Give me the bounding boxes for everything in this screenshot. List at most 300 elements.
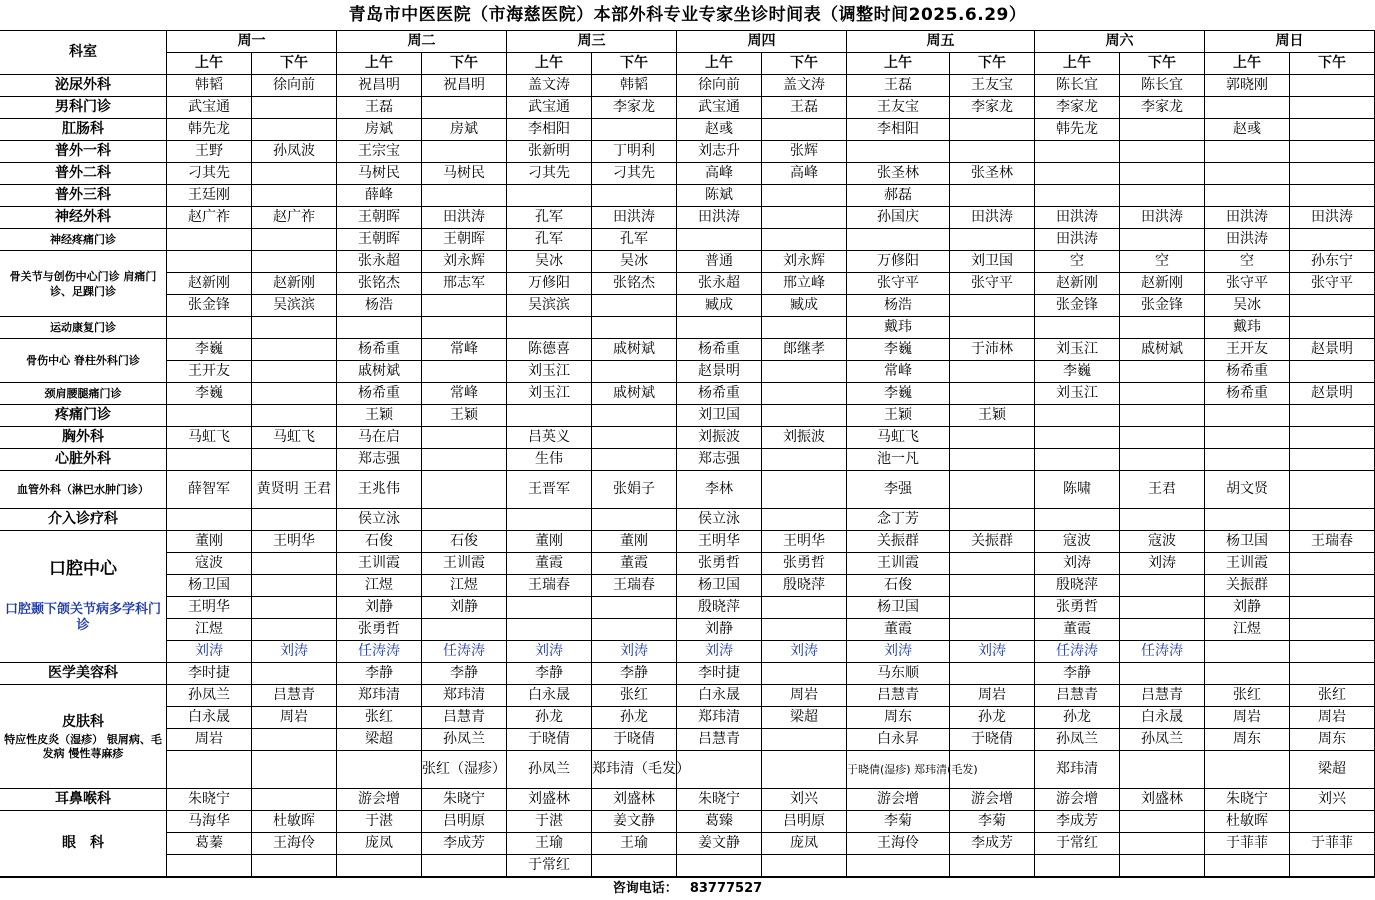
doctor-cell: 陈斌	[677, 185, 762, 207]
doctor-cell: 刘永辉	[422, 251, 507, 273]
doctor-cell: 张金锋	[1035, 295, 1120, 317]
doctor-cell: 董霞	[592, 553, 677, 575]
doctor-cell: 吴冰	[592, 251, 677, 273]
dept-ophthalmology	[0, 811, 167, 877]
doctor-cell	[422, 449, 507, 471]
doctor-cell	[422, 855, 507, 877]
doctor-cell	[1205, 641, 1290, 663]
doctor-cell	[422, 471, 507, 509]
doctor-cell: 陈长宜	[1120, 75, 1205, 97]
doctor-cell	[1290, 471, 1375, 509]
schedule-row	[0, 789, 1375, 811]
dept-name: 肛肠科	[62, 121, 104, 137]
doctor-cell	[1120, 449, 1205, 471]
doctor-cell: 张勇哲	[337, 619, 422, 641]
schedule-table	[0, 30, 1375, 877]
doctor-cell: 杜敏晖	[252, 811, 337, 833]
doctor-cell: 杨希重	[1205, 361, 1290, 383]
doctor-cell: 张新明	[507, 141, 592, 163]
doctor-cell	[1290, 663, 1375, 685]
schedule-row	[0, 855, 1375, 877]
doctor-cell: 李相阳	[507, 119, 592, 141]
doctor-cell	[252, 553, 337, 575]
doctor-cell	[507, 597, 592, 619]
doctor-cell: 刘兴	[1290, 789, 1375, 811]
doctor-cell: 李时捷	[677, 663, 762, 685]
doctor-cell: 张铭杰	[592, 273, 677, 295]
doctor-cell: 田洪涛	[1035, 229, 1120, 251]
doctor-cell	[167, 405, 252, 427]
doctor-cell	[252, 789, 337, 811]
doctor-cell: 丁明利	[592, 141, 677, 163]
doctor-cell: 高峰	[762, 163, 847, 185]
doctor-cell	[1290, 119, 1375, 141]
doctor-cell	[592, 509, 677, 531]
schedule-row	[0, 471, 1375, 509]
schedule-row	[0, 75, 1375, 97]
doctor-cell: 于湛	[507, 811, 592, 833]
doctor-cell: 吴滨滨	[252, 295, 337, 317]
doctor-cell	[1120, 833, 1205, 855]
doctor-cell: 戴玮	[1205, 317, 1290, 339]
doctor-cell: 刘卫国	[950, 251, 1035, 273]
doctor-cell: 江煜	[422, 575, 507, 597]
doctor-cell	[950, 509, 1035, 531]
schedule-row	[0, 575, 1375, 597]
doctor-cell: 李巍	[167, 383, 252, 405]
doctor-cell: 李成芳	[1035, 811, 1120, 833]
doctor-cell: 池一凡	[847, 449, 950, 471]
doctor-cell	[1205, 449, 1290, 471]
doctor-cell: 杨希重	[337, 383, 422, 405]
dept-name: 普外三科	[55, 187, 111, 203]
dept-header: 科室	[0, 31, 167, 75]
dept-neck_back	[0, 383, 167, 405]
doctor-cell	[762, 361, 847, 383]
schedule-row	[0, 251, 1375, 273]
doctor-cell: 江煜	[1205, 619, 1290, 641]
doctor-cell: 王瑜	[507, 833, 592, 855]
doctor-cell: 游会增	[950, 789, 1035, 811]
doctor-cell	[950, 361, 1035, 383]
doctor-cell	[1035, 449, 1120, 471]
doctor-cell	[1290, 317, 1375, 339]
doctor-cell: 臧成	[762, 295, 847, 317]
doctor-cell: 赵景明	[1290, 383, 1375, 405]
doctor-cell: 孔军	[592, 229, 677, 251]
doctor-cell: 杨卫国	[1205, 531, 1290, 553]
doctor-cell: 王颖	[950, 405, 1035, 427]
doctor-cell: 马东顺	[847, 663, 950, 685]
doctor-cell: 陈长宜	[1035, 75, 1120, 97]
doctor-cell	[507, 619, 592, 641]
doctor-cell	[592, 405, 677, 427]
morning-header: 上午	[847, 53, 950, 75]
doctor-cell: 王瑞春	[507, 575, 592, 597]
doctor-cell: 孙东宁	[1290, 251, 1375, 273]
doctor-cell	[1120, 811, 1205, 833]
doctor-cell: 李成芳	[950, 833, 1035, 855]
doctor-cell	[950, 141, 1035, 163]
doctor-cell	[950, 575, 1035, 597]
doctor-cell: 王瑜	[592, 833, 677, 855]
doctor-cell: 孙凤波	[252, 141, 337, 163]
doctor-cell	[1205, 663, 1290, 685]
doctor-cell	[762, 751, 847, 789]
doctor-cell	[1205, 427, 1290, 449]
doctor-cell: 赵广祚	[167, 207, 252, 229]
morning-header: 上午	[337, 53, 422, 75]
doctor-cell: 赵景明	[677, 361, 762, 383]
doctor-cell: 李静	[422, 663, 507, 685]
doctor-cell: 王训霞	[337, 553, 422, 575]
schedule-row	[0, 509, 1375, 531]
doctor-cell	[422, 185, 507, 207]
schedule-row	[0, 361, 1375, 383]
doctor-cell	[1290, 141, 1375, 163]
doctor-cell	[1120, 663, 1205, 685]
schedule-row	[0, 427, 1375, 449]
doctor-cell: 李静	[507, 663, 592, 685]
dept-general3	[0, 185, 167, 207]
doctor-cell	[1290, 163, 1375, 185]
morning-header: 上午	[1035, 53, 1120, 75]
schedule-row	[0, 553, 1375, 575]
doctor-cell: 葛蓁	[167, 833, 252, 855]
doctor-cell: 念丁芳	[847, 509, 950, 531]
doctor-cell: 胡文贤	[1205, 471, 1290, 509]
doctor-cell: 杨卫国	[167, 575, 252, 597]
doctor-cell	[950, 663, 1035, 685]
doctor-cell: 徐向前	[677, 75, 762, 97]
doctor-cell: 寇波	[1035, 531, 1120, 553]
doctor-cell: 刘涛	[762, 641, 847, 663]
doctor-cell: 空	[1035, 251, 1120, 273]
doctor-cell: 田洪涛	[1120, 207, 1205, 229]
doctor-cell: 孙凤兰	[422, 729, 507, 751]
doctor-cell: 李菊	[847, 811, 950, 833]
day-header: 周三	[507, 31, 677, 53]
doctor-cell	[1290, 295, 1375, 317]
doctor-cell: 田洪涛	[1205, 207, 1290, 229]
doctor-cell	[762, 855, 847, 877]
doctor-cell: 杨希重	[337, 339, 422, 361]
doctor-cell: 张红	[1205, 685, 1290, 707]
doctor-cell: 田洪涛	[422, 207, 507, 229]
dept-cardiac	[0, 449, 167, 471]
dept-name: 普外二科	[55, 165, 111, 181]
doctor-cell: 田洪涛	[1290, 207, 1375, 229]
doctor-cell	[950, 619, 1035, 641]
doctor-cell: 孙凤兰	[167, 685, 252, 707]
doctor-cell: 李静	[592, 663, 677, 685]
schedule-row	[0, 707, 1375, 729]
doctor-cell: 王训霞	[847, 553, 950, 575]
doctor-cell: 张勇哲	[762, 553, 847, 575]
doctor-cell: 刘涛	[252, 641, 337, 663]
doctor-cell	[252, 383, 337, 405]
doctor-cell	[592, 119, 677, 141]
dept-anorectal	[0, 119, 167, 141]
doctor-cell: 郑志强	[677, 449, 762, 471]
doctor-cell	[1290, 361, 1375, 383]
afternoon-header: 下午	[592, 53, 677, 75]
doctor-cell: 于常红	[507, 855, 592, 877]
dept-dermatology	[0, 685, 167, 789]
dept-vascular	[0, 471, 167, 509]
doctor-cell: 张金锋	[167, 295, 252, 317]
doctor-cell	[167, 449, 252, 471]
doctor-cell: 王兆伟	[337, 471, 422, 509]
doctor-cell	[422, 141, 507, 163]
doctor-cell	[1120, 855, 1205, 877]
doctor-cell: 刘兴	[762, 789, 847, 811]
doctor-cell: 李家龙	[592, 97, 677, 119]
doctor-cell: 李相阳	[847, 119, 950, 141]
doctor-cell: 吴冰	[1205, 295, 1290, 317]
doctor-cell: 董霞	[847, 619, 950, 641]
doctor-cell: 张红	[592, 685, 677, 707]
schedule-row	[0, 163, 1375, 185]
doctor-cell: 王友宝	[950, 75, 1035, 97]
doctor-cell	[1035, 317, 1120, 339]
doctor-cell: 刘振波	[677, 427, 762, 449]
doctor-cell: 张辉	[762, 141, 847, 163]
day-header: 周五	[847, 31, 1035, 53]
doctor-cell	[950, 597, 1035, 619]
doctor-cell	[167, 317, 252, 339]
doctor-cell	[507, 509, 592, 531]
doctor-cell: 郑玮清（毛发）	[592, 751, 677, 789]
doctor-cell	[1290, 405, 1375, 427]
doctor-cell: 于晓倩	[507, 729, 592, 751]
doctor-cell	[1205, 185, 1290, 207]
schedule-row	[0, 685, 1375, 707]
doctor-cell	[337, 751, 422, 789]
doctor-cell: 石俊	[422, 531, 507, 553]
doctor-cell: 李巍	[847, 339, 950, 361]
doctor-cell	[1205, 405, 1290, 427]
doctor-cell	[1290, 641, 1375, 663]
doctor-cell: 李家龙	[1120, 97, 1205, 119]
doctor-cell: 吕明原	[762, 811, 847, 833]
doctor-cell	[950, 553, 1035, 575]
doctor-cell	[1120, 361, 1205, 383]
dept-dental	[0, 531, 167, 663]
doctor-cell: 戚树斌	[592, 339, 677, 361]
doctor-cell	[167, 751, 252, 789]
doctor-cell: 王海伶	[252, 833, 337, 855]
doctor-cell: 张圣林	[847, 163, 950, 185]
doctor-cell	[1290, 185, 1375, 207]
doctor-cell: 游会增	[847, 789, 950, 811]
doctor-cell	[252, 185, 337, 207]
doctor-cell: 武宝通	[677, 97, 762, 119]
doctor-cell	[1290, 553, 1375, 575]
doctor-cell: 刘涛	[1035, 553, 1120, 575]
dept-spine	[0, 339, 167, 383]
dept-name: 疼痛门诊	[55, 407, 111, 423]
doctor-cell: 王瑞春	[1290, 531, 1375, 553]
doctor-cell: 关振群	[950, 531, 1035, 553]
schedule-row	[0, 295, 1375, 317]
doctor-cell	[1290, 97, 1375, 119]
doctor-cell: 郑玮清	[1035, 751, 1120, 789]
doctor-cell: 王明华	[252, 531, 337, 553]
doctor-cell: 王朝晖	[337, 207, 422, 229]
doctor-cell: 高峰	[677, 163, 762, 185]
doctor-cell: 戚树斌	[337, 361, 422, 383]
schedule-row	[0, 729, 1375, 751]
doctor-cell: 周岩	[762, 685, 847, 707]
doctor-cell	[592, 449, 677, 471]
doctor-cell: 孙龙	[950, 707, 1035, 729]
doctor-cell: 赵彧	[1205, 119, 1290, 141]
dept-urology	[0, 75, 167, 97]
doctor-cell	[252, 405, 337, 427]
day-header: 周日	[1205, 31, 1375, 53]
doctor-cell: 祝昌明	[422, 75, 507, 97]
doctor-cell	[1120, 427, 1205, 449]
doctor-cell	[252, 751, 337, 789]
doctor-cell	[422, 361, 507, 383]
doctor-cell: 吴冰	[507, 251, 592, 273]
doctor-cell: 郑玮清	[337, 685, 422, 707]
schedule-row	[0, 597, 1375, 619]
doctor-cell: 董刚	[592, 531, 677, 553]
doctor-cell: 田洪涛	[1205, 229, 1290, 251]
doctor-cell: 王友宝	[847, 97, 950, 119]
doctor-cell: 于晓倩	[592, 729, 677, 751]
dept-name: 心脏外科	[55, 451, 111, 467]
doctor-cell: 李巍	[847, 383, 950, 405]
doctor-cell: 张守平	[1290, 273, 1375, 295]
dept-interventional	[0, 509, 167, 531]
doctor-cell: 刘盛林	[592, 789, 677, 811]
doctor-cell: 张守平	[1205, 273, 1290, 295]
doctor-cell: 杨卫国	[677, 575, 762, 597]
doctor-cell	[252, 509, 337, 531]
doctor-cell: 郭晓刚	[1205, 75, 1290, 97]
doctor-cell	[950, 119, 1035, 141]
doctor-cell: 于晓倩(湿疹) 郑玮清(毛发)	[847, 751, 950, 789]
afternoon-header: 下午	[762, 53, 847, 75]
doctor-cell	[950, 295, 1035, 317]
doctor-cell: 张红	[1290, 685, 1375, 707]
doctor-cell: 王明华	[677, 531, 762, 553]
doctor-cell	[337, 317, 422, 339]
doctor-cell	[422, 295, 507, 317]
doctor-cell	[252, 97, 337, 119]
doctor-cell	[167, 229, 252, 251]
footer-phone: 83777527	[689, 881, 763, 896]
afternoon-header: 下午	[950, 53, 1035, 75]
dept-name: 介入诊疗科	[48, 511, 118, 527]
doctor-cell	[1120, 509, 1205, 531]
doctor-cell	[1205, 751, 1290, 789]
doctor-cell: 马树民	[337, 163, 422, 185]
doctor-cell: 戴玮	[847, 317, 950, 339]
doctor-cell: 刘玉江	[1035, 339, 1120, 361]
doctor-cell: 周东	[847, 707, 950, 729]
afternoon-header: 下午	[1120, 53, 1205, 75]
doctor-cell: 吕慧青	[1120, 685, 1205, 707]
doctor-cell: 周东	[1205, 729, 1290, 751]
doctor-cell: 刘涛	[167, 641, 252, 663]
doctor-cell	[762, 449, 847, 471]
dept-name: 泌尿外科	[55, 77, 111, 93]
doctor-cell: 李时捷	[167, 663, 252, 685]
dept-neurosurgery	[0, 207, 167, 229]
doctor-cell: 梁超	[337, 729, 422, 751]
doctor-cell: 盖文涛	[507, 75, 592, 97]
doctor-cell	[167, 855, 252, 877]
doctor-cell	[1290, 427, 1375, 449]
doctor-cell	[950, 185, 1035, 207]
doctor-cell: 田洪涛	[592, 207, 677, 229]
dept-name: 运动康复门诊	[50, 321, 116, 334]
doctor-cell: 韩先龙	[167, 119, 252, 141]
doctor-cell: 常峰	[422, 383, 507, 405]
doctor-cell: 吴滨滨	[507, 295, 592, 317]
doctor-cell: 刘涛	[507, 641, 592, 663]
dept-name: 骨伤中心 脊柱外科门诊	[26, 354, 140, 367]
schedule-row	[0, 641, 1375, 663]
doctor-cell: 吕慧青	[847, 685, 950, 707]
doctor-cell: 刁其先	[167, 163, 252, 185]
day-header: 周六	[1035, 31, 1205, 53]
doctor-cell	[592, 597, 677, 619]
doctor-cell: 祝昌明	[337, 75, 422, 97]
doctor-cell: 万修阳	[847, 251, 950, 273]
doctor-cell: 马虹飞	[847, 427, 950, 449]
doctor-cell: 周岩	[950, 685, 1035, 707]
doctor-cell: 王磊	[847, 75, 950, 97]
doctor-cell	[507, 185, 592, 207]
doctor-cell	[677, 229, 762, 251]
dept-name: 眼 科	[62, 835, 104, 851]
doctor-cell: 孙凤兰	[1120, 729, 1205, 751]
doctor-cell: 侯立泳	[337, 509, 422, 531]
doctor-cell: 刘涛	[592, 641, 677, 663]
doctor-cell	[252, 163, 337, 185]
schedule-row	[0, 663, 1375, 685]
dept-name: 皮肤科	[62, 714, 104, 730]
doctor-cell	[1120, 619, 1205, 641]
doctor-cell: 郑玮清	[422, 685, 507, 707]
doctor-cell: 张永超	[337, 251, 422, 273]
dept-name: 神经疼痛门诊	[50, 233, 116, 246]
doctor-cell	[1290, 619, 1375, 641]
doctor-cell: 吕英义	[507, 427, 592, 449]
doctor-cell: 刘涛	[847, 641, 950, 663]
schedule-row	[0, 229, 1375, 251]
doctor-cell	[592, 295, 677, 317]
dept-ent	[0, 789, 167, 811]
doctor-cell	[762, 317, 847, 339]
doctor-cell	[592, 185, 677, 207]
doctor-cell: 张红（湿疹）	[422, 751, 507, 789]
doctor-cell: 董刚	[167, 531, 252, 553]
doctor-cell: 吕慧青	[1035, 685, 1120, 707]
doctor-cell	[762, 185, 847, 207]
doctor-cell	[1120, 751, 1205, 789]
dept-name: 血管外科（淋巴水肿门诊）	[17, 483, 149, 496]
doctor-cell: 刘振波	[762, 427, 847, 449]
doctor-cell: 刘盛林	[1120, 789, 1205, 811]
doctor-cell	[252, 317, 337, 339]
doctor-cell: 杨希重	[1205, 383, 1290, 405]
